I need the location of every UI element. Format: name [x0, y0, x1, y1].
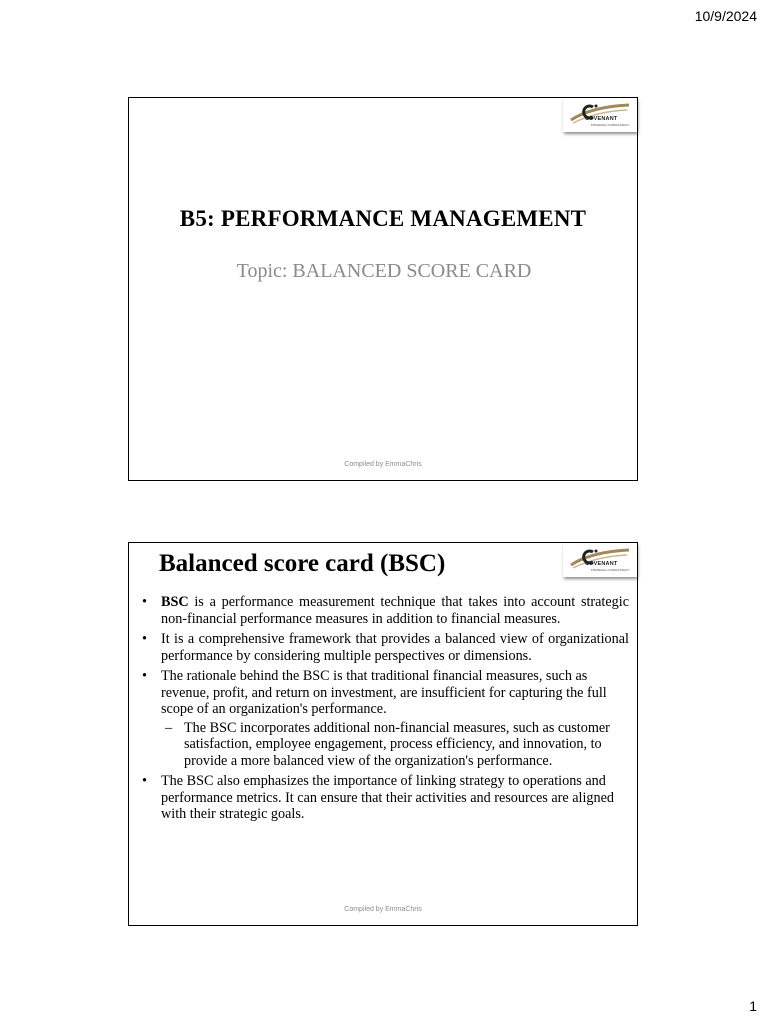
- sub-bullet-text: The BSC incorporates additional non-financial measures, such as customer satisfaction, employee engagement, process efficiency, and innovation, to provide a more balanced view of the organization's performance.: [184, 719, 610, 769]
- slide-subtitle: Topic: BALANCED SCORE CARD: [236, 260, 532, 282]
- page-date: 10/9/2024: [694, 8, 757, 24]
- bullet-text: The rationale behind the BSC is that traditional financial measures, such as revenue, profit, and return on investment, are insufficient for capturing the full scope of an organization's performance.: [161, 668, 607, 717]
- logo-tagline: FINANCIAL CONSULTANCY: [591, 123, 630, 127]
- slide-title: [128, 97, 638, 481]
- bullet-term: BSC: [161, 594, 189, 610]
- bullet-text: is a performance measurement technique that takes into account strategic non-financial performance measures in addition to financial measures.: [161, 594, 629, 627]
- slide-footer: Compiled by EmmaChris: [344, 461, 422, 468]
- company-logo: [563, 98, 637, 132]
- bullet-item: [139, 594, 629, 627]
- bullet-item: [139, 773, 629, 823]
- sub-bullet-list: [161, 720, 629, 770]
- sub-bullet-item: [161, 720, 629, 770]
- slide-heading: Balanced score card (BSC): [159, 550, 446, 577]
- bullet-text: It is a comprehensive framework that provides a balanced view of organizational performance by considering multiple perspectives or dimensions.: [161, 631, 629, 664]
- slide-heading: B5: PERFORMANCE MANAGEMENT: [179, 206, 587, 231]
- bullet-item: [139, 631, 629, 664]
- company-logo: [563, 543, 637, 577]
- logo-tagline: FINANCIAL CONSULTANCY: [591, 568, 630, 572]
- logo-wordmark: COVENANT: [585, 561, 618, 567]
- bullet-item: [139, 668, 629, 769]
- bullet-text: The BSC also emphasizes the importance of linking strategy to operations and performance metrics. It can ensure that their activities and resources are aligned with their strategic goals.: [161, 773, 615, 822]
- page-number: 1: [749, 998, 757, 1014]
- slide-footer: Compiled by EmmaChris: [344, 906, 422, 913]
- bullet-list: [139, 594, 629, 827]
- logo-wordmark: COVENANT: [585, 116, 618, 122]
- slide-bsc: [128, 542, 638, 926]
